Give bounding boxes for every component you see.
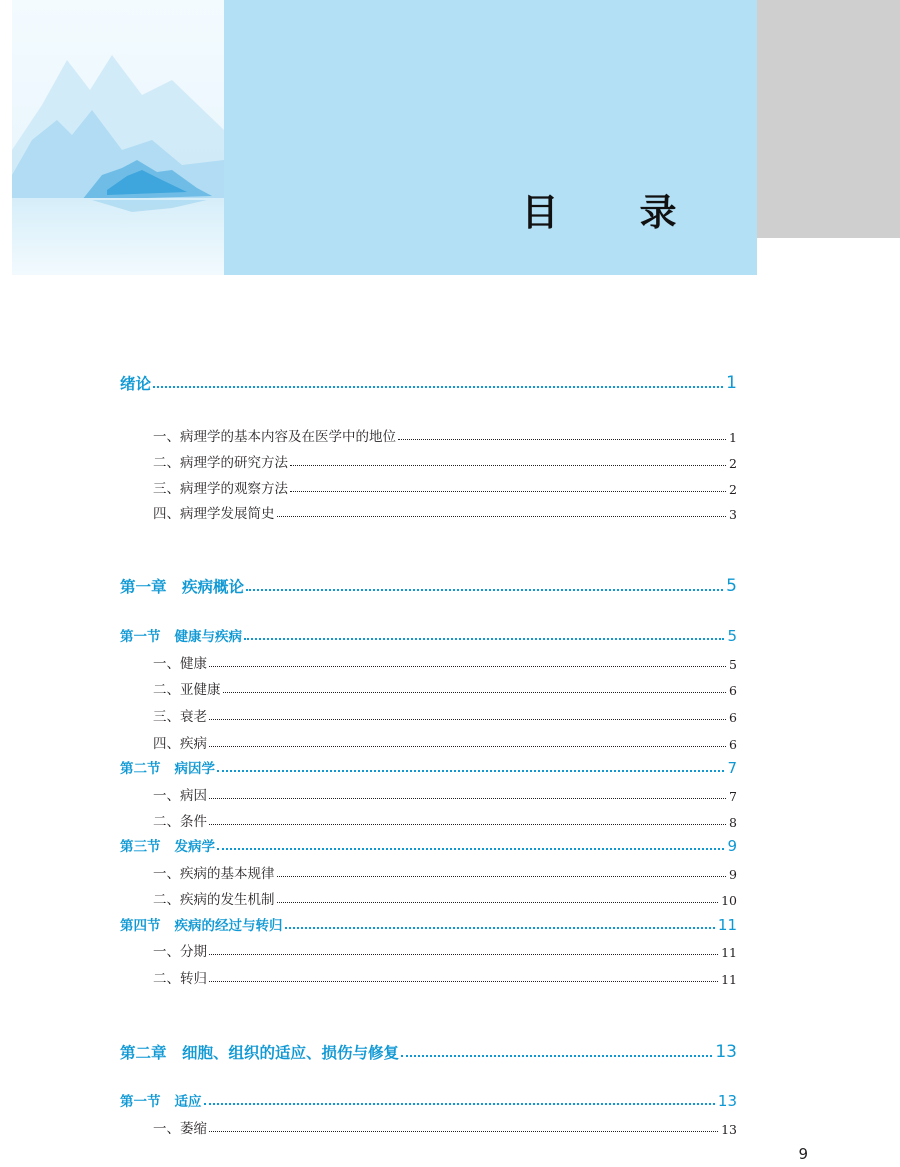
toc-chapter[interactable]: 第一章 疾病概论 5 [120,576,737,596]
toc-item[interactable]: 一、健康 5 [153,655,737,672]
page-number: 9 [798,1145,808,1163]
toc-item[interactable]: 二、转归 11 [153,970,737,987]
toc-chapter[interactable]: 绪论 1 [120,373,737,393]
toc-item[interactable]: 四、病理学发展简史 3 [153,505,737,522]
toc-item[interactable]: 二、亚健康 6 [153,681,737,698]
toc-item[interactable]: 一、病理学的基本内容及在医学中的地位 1 [153,428,737,445]
page-title: 目 录 [521,191,699,234]
toc-chapter[interactable]: 第二章 细胞、组织的适应、损伤与修复 13 [120,1042,737,1062]
toc-section[interactable]: 第一节 健康与疾病 5 [120,627,737,645]
toc-item[interactable]: 一、病因 7 [153,787,737,804]
toc-item[interactable]: 三、病理学的观察方法 2 [153,480,737,497]
toc-item[interactable]: 一、疾病的基本规律 9 [153,865,737,882]
toc-section[interactable]: 第三节 发病学 9 [120,837,737,855]
toc-item[interactable]: 三、衰老 6 [153,708,737,725]
toc-item[interactable]: 四、疾病 6 [153,735,737,752]
toc-item[interactable]: 二、病理学的研究方法 2 [153,454,737,471]
toc-item[interactable]: 二、条件 8 [153,813,737,830]
toc-section[interactable]: 第四节 疾病的经过与转归 11 [120,916,737,934]
toc-item[interactable]: 一、分期 11 [153,943,737,960]
toc-item[interactable]: 一、萎缩 13 [153,1120,737,1137]
toc-section[interactable]: 第一节 适应 13 [120,1092,737,1110]
toc-section[interactable]: 第二节 病因学 7 [120,759,737,777]
toc-item[interactable]: 二、疾病的发生机制 10 [153,891,737,908]
